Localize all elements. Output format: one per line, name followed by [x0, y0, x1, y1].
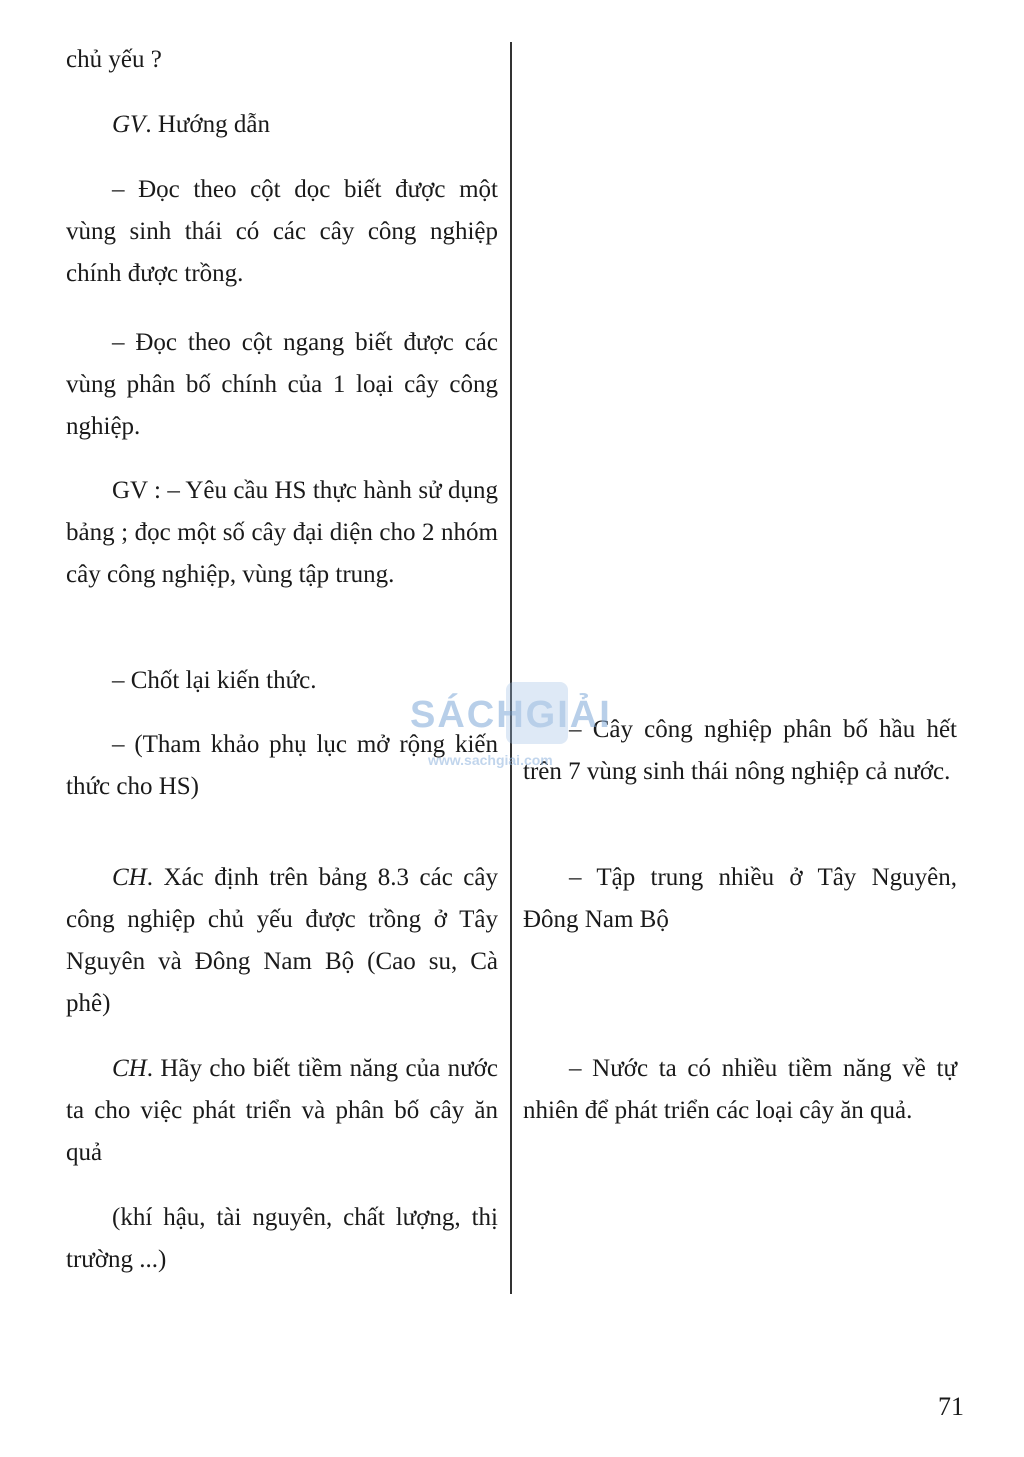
- left-paragraph-7: – (Tham khảo phụ lục mở rộng kiến thức cho HS): [66, 731, 498, 800]
- ch-label: CH: [112, 864, 147, 891]
- column-divider: [510, 42, 512, 1294]
- ch-label: CH: [112, 1055, 147, 1082]
- text: . Hãy cho biết tiềm năng của nước ta cho việc phát triển và phân bố cây ăn quả: [66, 1055, 498, 1166]
- right-paragraph-2: – Tập trung nhiều ở Tây Nguyên, Đông Nam Bộ: [523, 864, 957, 933]
- left-paragraph-9: [66, 1048, 498, 1174]
- gv-label: GV: [112, 111, 146, 138]
- left-paragraph-1: [66, 39, 498, 81]
- right-paragraph-3: – Nước ta có nhiều tiềm năng về tự nhiên để phát triển các loại cây ăn quả.: [523, 1055, 957, 1124]
- page-number: 71: [938, 1392, 964, 1421]
- left-paragraph-8: [66, 857, 498, 1025]
- left-paragraph-3: – Đọc theo cột dọc biết được một vùng sinh thái có các cây công nghiệp chính được trồng.: [66, 176, 498, 287]
- text: . Hướng dẫn: [145, 111, 270, 138]
- right-paragraph-1: – Cây công nghiệp phân bố hầu hết trên 7 vùng sinh thái nông nghiệp cả nước.: [523, 716, 957, 785]
- left-paragraph-2: [66, 104, 498, 146]
- left-paragraph-4: – Đọc theo cột ngang biết được các vùng phân bố chính của 1 loại cây công nghiệp.: [66, 329, 498, 440]
- text: . Xác định trên bảng 8.3 các cây công nghiệp chủ yếu được trồng ở Tây Nguyên và Đông Nam Bộ (Cao su, Cà phê): [66, 864, 498, 1017]
- text: chủ yếu ?: [66, 46, 162, 73]
- left-paragraph-5: GV : – Yêu cầu HS thực hành sử dụng bảng ; đọc một số cây đại diện cho 2 nhóm cây công nghiệp, vùng tập trung.: [66, 477, 498, 588]
- left-paragraph-6: – Chốt lại kiến thức.: [112, 667, 317, 694]
- watermark-url: www.sachgiai.com: [428, 752, 553, 768]
- left-paragraph-10: (khí hậu, tài nguyên, chất lượng, thị trường ...): [66, 1204, 498, 1273]
- watermark-brand: SÁCHGIẢI: [410, 694, 612, 736]
